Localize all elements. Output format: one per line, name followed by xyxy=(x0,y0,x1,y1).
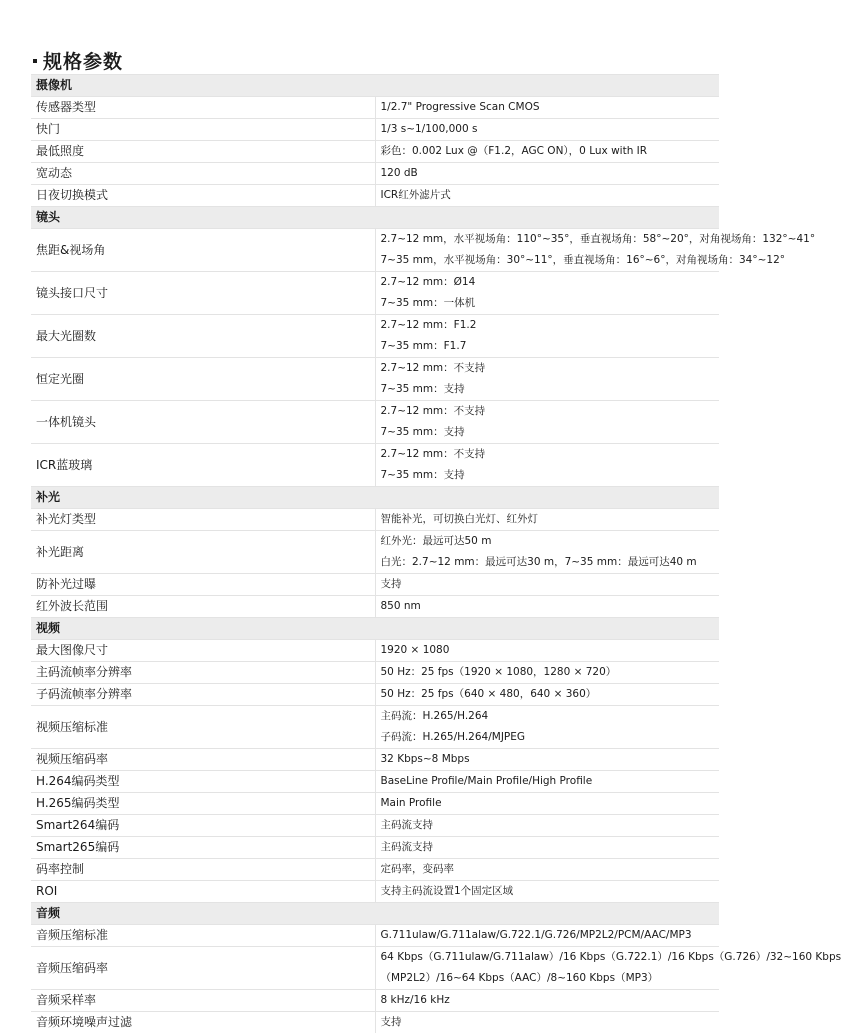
spec-key: H.264编码类型 xyxy=(31,771,375,793)
spec-key: H.265编码类型 xyxy=(31,793,375,815)
spec-value xyxy=(375,706,719,749)
spec-row xyxy=(31,315,719,358)
section-header xyxy=(31,75,719,97)
spec-value xyxy=(375,444,719,487)
spec-row xyxy=(31,229,719,272)
spec-value xyxy=(375,185,719,207)
spec-value-line: 2.7~12 mm：Ø14 xyxy=(381,272,720,293)
spec-key: 传感器类型 xyxy=(31,97,375,119)
spec-value-line: 支持主码流设置1个固定区域 xyxy=(381,881,720,902)
spec-row xyxy=(31,706,719,749)
spec-value-line: BaseLine Profile/Main Profile/High Profile xyxy=(381,771,720,792)
spec-value-line: 彩色：0.002 Lux @（F1.2，AGC ON），0 Lux with IR xyxy=(381,141,720,162)
spec-value-line: 2.7~12 mm：不支持 xyxy=(381,444,720,465)
page-title xyxy=(33,48,123,76)
section-title: 摄像机 xyxy=(31,75,719,97)
spec-key: Smart265编码 xyxy=(31,837,375,859)
spec-key: 防补光过曝 xyxy=(31,574,375,596)
spec-value-line: ICR红外滤片式 xyxy=(381,185,720,206)
spec-row xyxy=(31,881,719,903)
spec-value-line: 7~35 mm：F1.7 xyxy=(381,336,720,357)
spec-key: 最大光圈数 xyxy=(31,315,375,358)
spec-row xyxy=(31,358,719,401)
spec-value xyxy=(375,119,719,141)
spec-value xyxy=(375,859,719,881)
spec-value-line: 7~35 mm，水平视场角：30°~11°，垂直视场角：16°~6°，对角视场角：34°~12° xyxy=(381,250,720,271)
spec-value-line: 120 dB xyxy=(381,163,720,184)
spec-key: 日夜切换模式 xyxy=(31,185,375,207)
spec-row xyxy=(31,574,719,596)
spec-row xyxy=(31,97,719,119)
spec-row xyxy=(31,662,719,684)
spec-key: 视频压缩码率 xyxy=(31,749,375,771)
spec-key: 快门 xyxy=(31,119,375,141)
spec-key: 补光距离 xyxy=(31,531,375,574)
spec-row xyxy=(31,684,719,706)
spec-row xyxy=(31,444,719,487)
spec-row xyxy=(31,990,719,1012)
spec-value xyxy=(375,358,719,401)
section-header xyxy=(31,487,719,509)
spec-value-line: 50 Hz：25 fps（1920 × 1080，1280 × 720） xyxy=(381,662,720,683)
spec-value xyxy=(375,640,719,662)
spec-value xyxy=(375,596,719,618)
spec-value xyxy=(375,662,719,684)
section-title: 补光 xyxy=(31,487,719,509)
section-title: 镜头 xyxy=(31,207,719,229)
spec-value-line: 7~35 mm：支持 xyxy=(381,379,720,400)
spec-key: 镜头接口尺寸 xyxy=(31,272,375,315)
spec-key: 视频压缩标准 xyxy=(31,706,375,749)
spec-value xyxy=(375,749,719,771)
spec-key: 音频压缩标准 xyxy=(31,925,375,947)
spec-value xyxy=(375,509,719,531)
spec-value-line: 7~35 mm：支持 xyxy=(381,422,720,443)
spec-row xyxy=(31,793,719,815)
spec-key: 补光灯类型 xyxy=(31,509,375,531)
spec-key: 音频压缩码率 xyxy=(31,947,375,990)
spec-value xyxy=(375,531,719,574)
spec-value-line: 1/3 s~1/100,000 s xyxy=(381,119,720,140)
spec-key: Smart264编码 xyxy=(31,815,375,837)
spec-key: 最大图像尺寸 xyxy=(31,640,375,662)
section-title: 视频 xyxy=(31,618,719,640)
spec-value-line: 7~35 mm：一体机 xyxy=(381,293,720,314)
spec-value xyxy=(375,990,719,1012)
spec-value-line: 2.7~12 mm：不支持 xyxy=(381,358,720,379)
spec-key: 恒定光圈 xyxy=(31,358,375,401)
spec-value xyxy=(375,1012,719,1033)
spec-value-line: 8 kHz/16 kHz xyxy=(381,990,720,1011)
spec-key: 红外波长范围 xyxy=(31,596,375,618)
spec-key: 焦距&视场角 xyxy=(31,229,375,272)
spec-key: 子码流帧率分辨率 xyxy=(31,684,375,706)
spec-value-line: 50 Hz：25 fps（640 × 480，640 × 360） xyxy=(381,684,720,705)
spec-value-line: 主码流支持 xyxy=(381,815,720,836)
spec-row xyxy=(31,749,719,771)
spec-value-line: 32 Kbps~8 Mbps xyxy=(381,749,720,770)
spec-value-line: 2.7~12 mm：不支持 xyxy=(381,401,720,422)
spec-value xyxy=(375,947,719,990)
spec-value xyxy=(375,574,719,596)
spec-value-line: 支持 xyxy=(381,1012,720,1033)
spec-value-line: 主码流：H.265/H.264 xyxy=(381,706,720,727)
spec-value xyxy=(375,684,719,706)
spec-row xyxy=(31,771,719,793)
spec-value-line: 白光：2.7~12 mm：最远可达30 m，7~35 mm：最远可达40 m xyxy=(381,552,720,573)
spec-value xyxy=(375,925,719,947)
title-bullet-icon xyxy=(33,59,37,63)
spec-key: 最低照度 xyxy=(31,141,375,163)
spec-value xyxy=(375,315,719,358)
spec-value xyxy=(375,771,719,793)
spec-row xyxy=(31,509,719,531)
spec-value xyxy=(375,229,719,272)
section-header xyxy=(31,903,719,925)
spec-key: 主码流帧率分辨率 xyxy=(31,662,375,684)
spec-value-line: 主码流支持 xyxy=(381,837,720,858)
spec-row xyxy=(31,1012,719,1033)
spec-value xyxy=(375,163,719,185)
spec-value-line: 1/2.7" Progressive Scan CMOS xyxy=(381,97,720,118)
spec-value-line: 1920 × 1080 xyxy=(381,640,720,661)
spec-row xyxy=(31,272,719,315)
spec-row xyxy=(31,163,719,185)
spec-key: 一体机镜头 xyxy=(31,401,375,444)
section-title: 音频 xyxy=(31,903,719,925)
spec-key: ROI xyxy=(31,881,375,903)
spec-value-line: 64 Kbps（G.711ulaw/G.711alaw）/16 Kbps（G.722.1）/16 Kbps（G.726）/32~160 Kbps xyxy=(381,947,720,968)
spec-row xyxy=(31,401,719,444)
spec-value xyxy=(375,815,719,837)
spec-value-line: 7~35 mm：支持 xyxy=(381,465,720,486)
spec-value-line: 红外光：最远可达50 m xyxy=(381,531,720,552)
spec-key: 宽动态 xyxy=(31,163,375,185)
spec-key: ICR蓝玻璃 xyxy=(31,444,375,487)
spec-value-line: 2.7~12 mm：F1.2 xyxy=(381,315,720,336)
spec-value xyxy=(375,401,719,444)
spec-row xyxy=(31,596,719,618)
spec-value-line: 智能补光，可切换白光灯、红外灯 xyxy=(381,509,720,530)
spec-row xyxy=(31,185,719,207)
spec-value-line: 定码率，变码率 xyxy=(381,859,720,880)
spec-value-line: 子码流：H.265/H.264/MJPEG xyxy=(381,727,720,748)
spec-row xyxy=(31,925,719,947)
spec-row xyxy=(31,947,719,990)
spec-value xyxy=(375,881,719,903)
section-header xyxy=(31,618,719,640)
spec-row xyxy=(31,640,719,662)
spec-key: 音频采样率 xyxy=(31,990,375,1012)
spec-row xyxy=(31,815,719,837)
spec-table xyxy=(31,74,719,1033)
spec-value-line: 2.7~12 mm，水平视场角：110°~35°，垂直视场角：58°~20°，对角视场角：132°~41° xyxy=(381,229,720,250)
spec-value-line: G.711ulaw/G.711alaw/G.722.1/G.726/MP2L2/PCM/AAC/MP3 xyxy=(381,925,720,946)
spec-row xyxy=(31,837,719,859)
spec-value xyxy=(375,97,719,119)
spec-value xyxy=(375,272,719,315)
section-header xyxy=(31,207,719,229)
spec-key: 音频环境噪声过滤 xyxy=(31,1012,375,1033)
spec-row xyxy=(31,119,719,141)
spec-value-line: 支持 xyxy=(381,574,720,595)
spec-value-line: （MP2L2）/16~64 Kbps（AAC）/8~160 Kbps（MP3） xyxy=(381,968,720,989)
spec-value xyxy=(375,793,719,815)
page-title-text: 规格参数 xyxy=(43,51,123,73)
spec-key: 码率控制 xyxy=(31,859,375,881)
spec-value-line: 850 nm xyxy=(381,596,720,617)
spec-row xyxy=(31,531,719,574)
spec-value xyxy=(375,141,719,163)
spec-value xyxy=(375,837,719,859)
spec-row xyxy=(31,859,719,881)
spec-value-line: Main Profile xyxy=(381,793,720,814)
spec-row xyxy=(31,141,719,163)
